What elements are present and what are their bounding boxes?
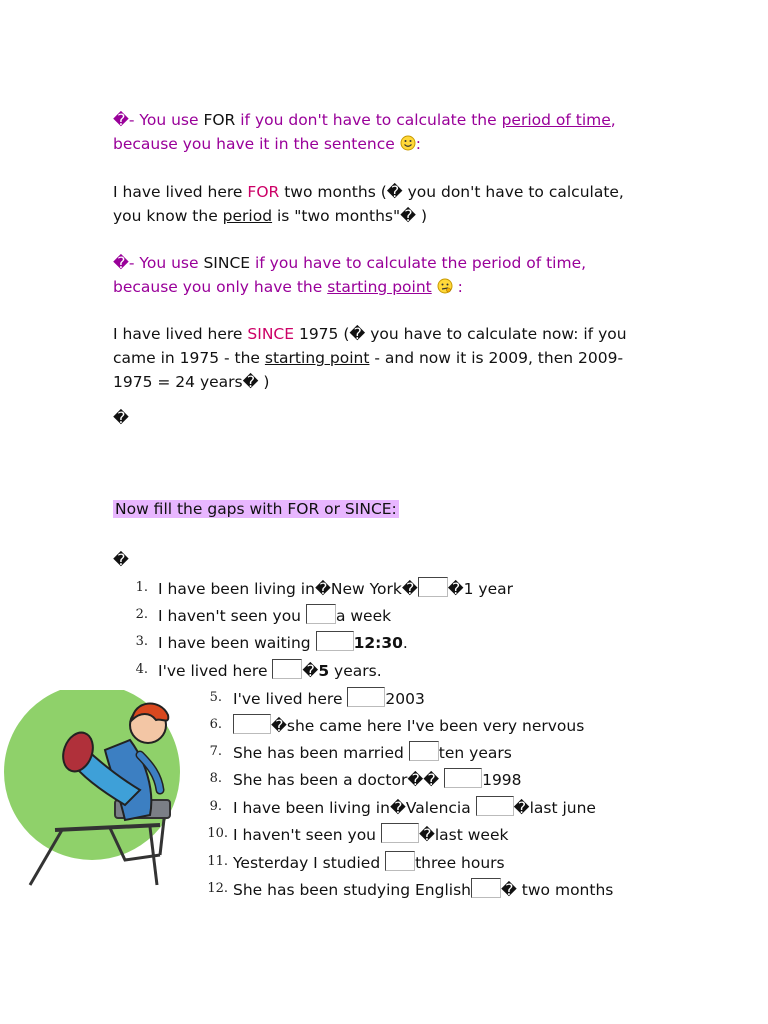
example-since-line2: came in 1975 - the starting point - and now it is 2009, then 2009- [113, 349, 624, 367]
exercise-8: She has been a doctor�� 1998 [233, 768, 522, 789]
keyword-for: FOR [247, 183, 280, 201]
answer-box-11[interactable] [385, 851, 415, 871]
item-number: 2. [135, 607, 148, 622]
smiley-icon [400, 135, 416, 151]
exercise-5: I've lived here 2003 [233, 687, 425, 708]
item-number: 5. [209, 690, 222, 705]
item-number: 11. [207, 854, 228, 869]
thinking-face-icon [437, 278, 453, 294]
example-since-line1: I have lived here SINCE 1975 (� you have to calculate now: if you [113, 325, 627, 343]
answer-box-4[interactable] [272, 659, 302, 679]
keyword-for: FOR [203, 111, 236, 129]
example-since-line3: 1975 = 24 years� ) [113, 373, 270, 391]
exercise-10: I haven't seen you �last week [233, 823, 508, 844]
exercise-6: �she came here I've been very nervous [233, 714, 584, 735]
answer-box-10[interactable] [381, 823, 419, 843]
item-number: 1. [135, 580, 148, 595]
item-number: 12. [207, 881, 228, 896]
rule-since-line1: �- You use SINCE if you have to calculate the period of time, [113, 254, 587, 272]
answer-box-7[interactable] [409, 741, 439, 761]
exercise-1: I have been living in�New York� �1 year [158, 577, 513, 598]
exercise-7: She has been married ten years [233, 741, 512, 762]
answer-box-12[interactable] [471, 878, 501, 898]
item-number: 9. [209, 799, 222, 814]
item-number: 8. [209, 771, 222, 786]
replacement-char: � [113, 111, 129, 129]
exercise-3: I have been waiting 12:30. [158, 631, 408, 652]
underlined-period-of-time: period of time [501, 111, 611, 129]
rule-for-line1: �- You use FOR if you don't have to calculate the period of time, [113, 111, 616, 129]
rule-since-line2: because you only have the starting point : [113, 278, 463, 296]
answer-box-8[interactable] [444, 768, 482, 788]
item-number: 7. [209, 744, 222, 759]
answer-box-6[interactable] [233, 714, 271, 734]
instruction: Now fill the gaps with FOR or SINCE: [115, 500, 397, 518]
item-number: 6. [209, 717, 222, 732]
item-number: 3. [135, 634, 148, 649]
stray-char: � [113, 409, 129, 427]
underlined-starting-point: starting point [327, 278, 432, 296]
stray-char: � [113, 551, 129, 569]
answer-box-5[interactable] [347, 687, 385, 707]
item-number: 10. [207, 826, 228, 841]
answer-box-2[interactable] [306, 604, 336, 624]
keyword-since: SINCE [247, 325, 295, 343]
exercise-2: I haven't seen you a week [158, 604, 391, 625]
answer-box-1[interactable] [418, 577, 448, 597]
example-for-line1: I have lived here FOR two months (� you don't have to calculate, [113, 183, 624, 201]
exercise-4: I've lived here �5 years. [158, 659, 382, 680]
rule-for-line2: because you have it in the sentence : [113, 135, 421, 153]
exercise-9: I have been living in�Valencia �last june [233, 796, 596, 817]
student-on-chair-illustration [0, 690, 200, 890]
example-for-line2: you know the period is "two months"� ) [113, 207, 427, 225]
exercise-12: She has been studying English � two months [233, 878, 613, 899]
answer-box-3[interactable] [316, 631, 354, 651]
answer-box-9[interactable] [476, 796, 514, 816]
item-number: 4. [135, 662, 148, 677]
exercise-11: Yesterday I studied three hours [233, 851, 505, 872]
keyword-since: SINCE [203, 254, 251, 272]
